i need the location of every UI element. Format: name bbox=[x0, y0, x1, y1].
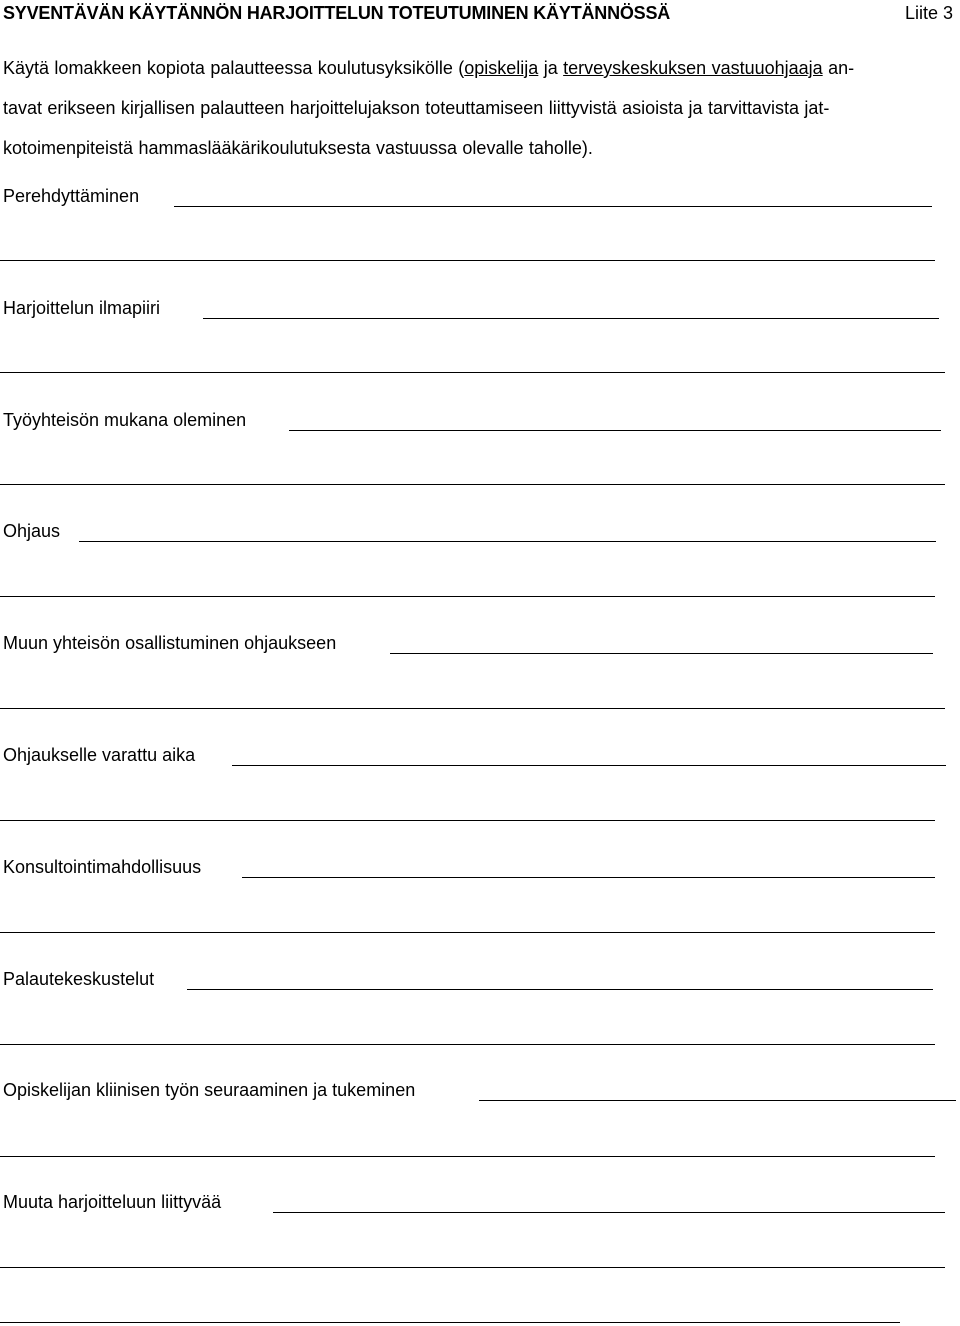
field-muun-yhteison-osallistuminen bbox=[3, 631, 953, 661]
answer-line[interactable] bbox=[174, 206, 932, 207]
instructions-line-1 bbox=[3, 48, 953, 88]
field-tyoyhteison-mukana-oleminen bbox=[3, 408, 953, 438]
answer-line[interactable] bbox=[79, 541, 936, 542]
instructions-text: ja bbox=[538, 58, 564, 78]
answer-line[interactable] bbox=[0, 1267, 945, 1268]
answer-line[interactable] bbox=[0, 932, 935, 933]
field-label: Ohjaus bbox=[3, 521, 61, 541]
answer-line[interactable] bbox=[0, 820, 935, 821]
instructions-line-2: tavat erikseen kirjallisen palautteen harjoittelujakson toteuttamiseen liittyvistä asioista ja tarvittavista jat- bbox=[3, 98, 830, 118]
answer-line[interactable] bbox=[273, 1212, 945, 1213]
answer-line[interactable] bbox=[479, 1100, 956, 1101]
field-konsultointimahdollisuus bbox=[3, 855, 953, 885]
document-title: SYVENTÄVÄN KÄYTÄNNÖN HARJOITTELUN TOTEUTUMINEN KÄYTÄNNÖSSÄ bbox=[3, 3, 671, 23]
field-ohjaus bbox=[3, 519, 953, 549]
answer-line[interactable] bbox=[0, 484, 945, 485]
appendix-label: Liite 3 bbox=[904, 3, 953, 23]
field-perehdyttaminen bbox=[3, 184, 953, 214]
field-label: Harjoittelun ilmapiiri bbox=[3, 298, 161, 318]
answer-line[interactable] bbox=[0, 1044, 935, 1045]
instructions-text: an- bbox=[822, 58, 855, 78]
instructions-paragraph bbox=[3, 48, 953, 168]
answer-line[interactable] bbox=[0, 708, 945, 709]
answer-line[interactable] bbox=[242, 877, 935, 878]
field-label: Perehdyttäminen bbox=[3, 186, 140, 206]
field-label: Työyhteisön mukana oleminen bbox=[3, 410, 247, 430]
answer-line[interactable] bbox=[232, 765, 946, 766]
answer-line[interactable] bbox=[390, 653, 933, 654]
answer-line[interactable] bbox=[0, 260, 935, 261]
field-label: Muuta harjoitteluun liittyvää bbox=[3, 1192, 222, 1212]
answer-line[interactable] bbox=[0, 1156, 935, 1157]
field-label: Ohjaukselle varattu aika bbox=[3, 745, 196, 765]
field-kliinisen-tyon-seuraaminen bbox=[3, 1078, 953, 1108]
answer-line[interactable] bbox=[187, 989, 933, 990]
field-ohjaukselle-varattu-aika bbox=[3, 743, 953, 773]
field-harjoittelun-ilmapiiri bbox=[3, 296, 953, 326]
field-label: Opiskelijan kliinisen työn seuraaminen ja tukeminen bbox=[3, 1080, 416, 1100]
field-label: Muun yhteisön osallistuminen ohjaukseen bbox=[3, 633, 337, 653]
field-label: Konsultointimahdollisuus bbox=[3, 857, 202, 877]
field-muuta-harjoitteluun-liittyvaa bbox=[3, 1190, 953, 1220]
answer-line[interactable] bbox=[203, 318, 939, 319]
instructions-text: Käytä lomakkeen kopiota palautteessa koulutusyksikölle ( bbox=[3, 58, 465, 78]
underlined-student: opiskelija bbox=[464, 58, 539, 78]
answer-line[interactable] bbox=[289, 430, 941, 431]
answer-line[interactable] bbox=[0, 596, 935, 597]
answer-line[interactable] bbox=[0, 1322, 900, 1323]
page-header bbox=[3, 3, 953, 27]
field-palautekeskustelut bbox=[3, 967, 953, 997]
instructions-line-3: kotoimenpiteistä hammaslääkärikoulutuksesta vastuussa olevalle taholle). bbox=[3, 138, 593, 158]
underlined-supervisor: terveyskeskuksen vastuuohjaaja bbox=[563, 58, 823, 78]
answer-line[interactable] bbox=[0, 372, 945, 373]
field-label: Palautekeskustelut bbox=[3, 969, 155, 989]
